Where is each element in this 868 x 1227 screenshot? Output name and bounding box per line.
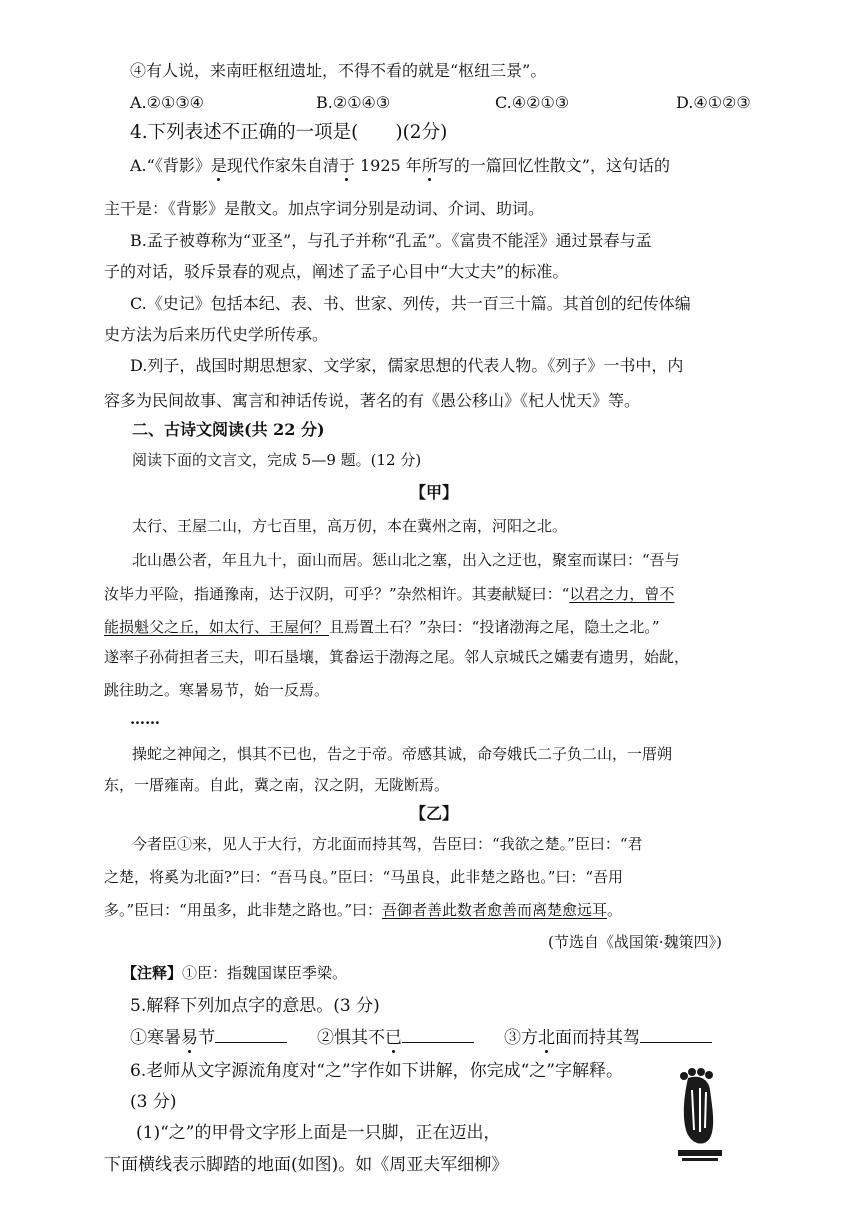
q4-option-a-line2: 主干是：《背影》是散文。加点字词分别是动词、介词、助词。: [104, 199, 545, 218]
option-c: C.④②①③: [495, 93, 570, 112]
section-heading: 二、古诗文阅读(共 22 分): [132, 420, 325, 439]
answer-blank[interactable]: [402, 1024, 474, 1043]
option-d: D.④①②③: [676, 93, 751, 112]
underlined-sentence: 以君之力，曾不: [569, 585, 675, 603]
oracle-bone-zhi-figure: [670, 1066, 730, 1166]
dotted-char: 所: [422, 153, 438, 176]
section-instruction: 阅读下面的文言文，完成 5—9 题。(12 分): [132, 451, 422, 469]
q6-stem-line2: (3 分): [130, 1092, 177, 1112]
answer-blank[interactable]: [640, 1024, 712, 1043]
passage-jia-p3-line1: 操蛇之神闻之，惧其不已也，告之于帝。帝感其诚，命夸娥氏二子负二山，一厝朔: [132, 745, 673, 763]
dotted-char: 已: [385, 1023, 402, 1048]
dotted-char: 易: [181, 1023, 198, 1048]
q6-p1: (1)“之”的甲骨文字形上面是一只脚，正在迈出，: [136, 1123, 501, 1143]
passage-yi-line1: 今者臣①来，见人于大行，方北面而持其驾，告臣曰：“我欲之楚。”臣曰：“君: [132, 835, 643, 853]
passage-jia-p2-line3: 能损魁父之丘，如太行、王屋何？且焉置土石？”杂曰：“投诸渤海之尾，隐土之北。”: [104, 618, 660, 636]
annotation: 【注释】①臣：指魏国谋臣季梁。: [122, 964, 348, 982]
underlined-sentence: 吾御者善此数者愈善而离楚愈远耳: [382, 901, 608, 919]
passage-jia-title: 【甲】: [409, 483, 458, 502]
passage-yi-line2: 之楚，将奚为北面?”曰：“吾马良。”臣曰：“马虽良，此非楚之路也。”曰：“吾用: [104, 868, 624, 886]
passage-jia-p3-line2: 东，一厝雍南。自此，冀之南，汉之阴，无陇断焉。: [104, 776, 450, 794]
dotted-char: 是: [211, 153, 227, 176]
q6-stem-line1: 6.老师从文字源流角度对“之”字作如下讲解，你完成“之”字解释。: [130, 1061, 623, 1081]
q4-option-b-line2: 子的对话，驳斥景春的观点，阐述了孟子心目中“大丈夫”的标准。: [104, 262, 569, 281]
q5-items: ①寒暑易节 ②惧其不已 ③方北面而持其驾: [130, 1023, 712, 1048]
q4-option-c-line2: 史方法为后来历代史学所传承。: [104, 325, 329, 344]
passage-jia-p2-line4: 遂率子孙荷担者三夫，叩石垦壤，箕畚运于渤海之尾。邻人京城氏之孀妻有遗男，始龀，: [104, 648, 690, 666]
passage-jia-ellipsis: ……: [130, 710, 160, 728]
q4-option-a-line1: A.“《背影》是现代作家朱自清于 1925 年所写的一篇回忆性散文”，这句话的: [130, 153, 670, 176]
q4-option-b-line1: B.孟子被尊称为“亚圣”，与孔子并称“孔孟”。《富贵不能淫》通过景春与孟: [130, 231, 652, 250]
passage-jia-p1: 太行、王屋二山，方七百里，高万仞，本在冀州之南，河阳之北。: [132, 517, 568, 535]
passage-yi-line3: 多。”臣曰：“用虽多，此非楚之路也。”曰：吾御者善此数者愈善而离楚愈远耳。: [104, 901, 623, 919]
option-b: B.②①④③: [316, 93, 391, 112]
q4-option-c-line1: C.《史记》包括本纪、表、书、世家、列传，共一百三十篇。其首创的纪传体编: [130, 294, 691, 313]
item4-statement: ④有人说，来南旺枢纽遗址，不得不看的就是“枢纽三景”。: [130, 61, 547, 80]
foot-glyph-icon: [670, 1066, 730, 1166]
underlined-sentence: 能损魁父之丘，如太行、王屋何？: [104, 618, 330, 636]
q5-stem: 5.解释下列加点字的意思。(3 分): [130, 996, 380, 1016]
passage-yi-source: (节选自《战国策·魏策四》): [548, 933, 722, 951]
passage-jia-p2-line1: 北山愚公者，年且九十，面山而居。惩山北之塞，出入之迂也，聚室而谋曰：“吾与: [132, 551, 680, 569]
dotted-char: 于: [339, 153, 355, 176]
q4-option-d-line2: 容多为民间故事、寓言和神话传说，著名的有《愚公移山》《杞人忧天》等。: [104, 391, 641, 410]
dotted-char: 北: [538, 1023, 555, 1048]
passage-jia-p2-line5: 跳往助之。寒暑易节，始一反焉。: [104, 681, 330, 699]
passage-yi-title: 【乙】: [409, 804, 458, 823]
q4-option-d-line1: D.列子，战国时期思想家、文学家，儒家思想的代表人物。《列子》一书中，内: [130, 356, 684, 375]
option-a: A.②①③④: [130, 93, 205, 112]
answer-blank[interactable]: [215, 1024, 287, 1043]
passage-jia-p2-line2: 汝毕力平险，指通豫南，达于汉阴，可乎？”杂然相许。其妻献疑曰：“以君之力，曾不: [104, 585, 675, 603]
q4-stem: 4.下列表述不正确的一项是( )(2分): [130, 122, 448, 143]
q6-p2: 下面横线表示脚踏的地面(如图)。如《周亚夫军细柳》: [104, 1155, 509, 1175]
